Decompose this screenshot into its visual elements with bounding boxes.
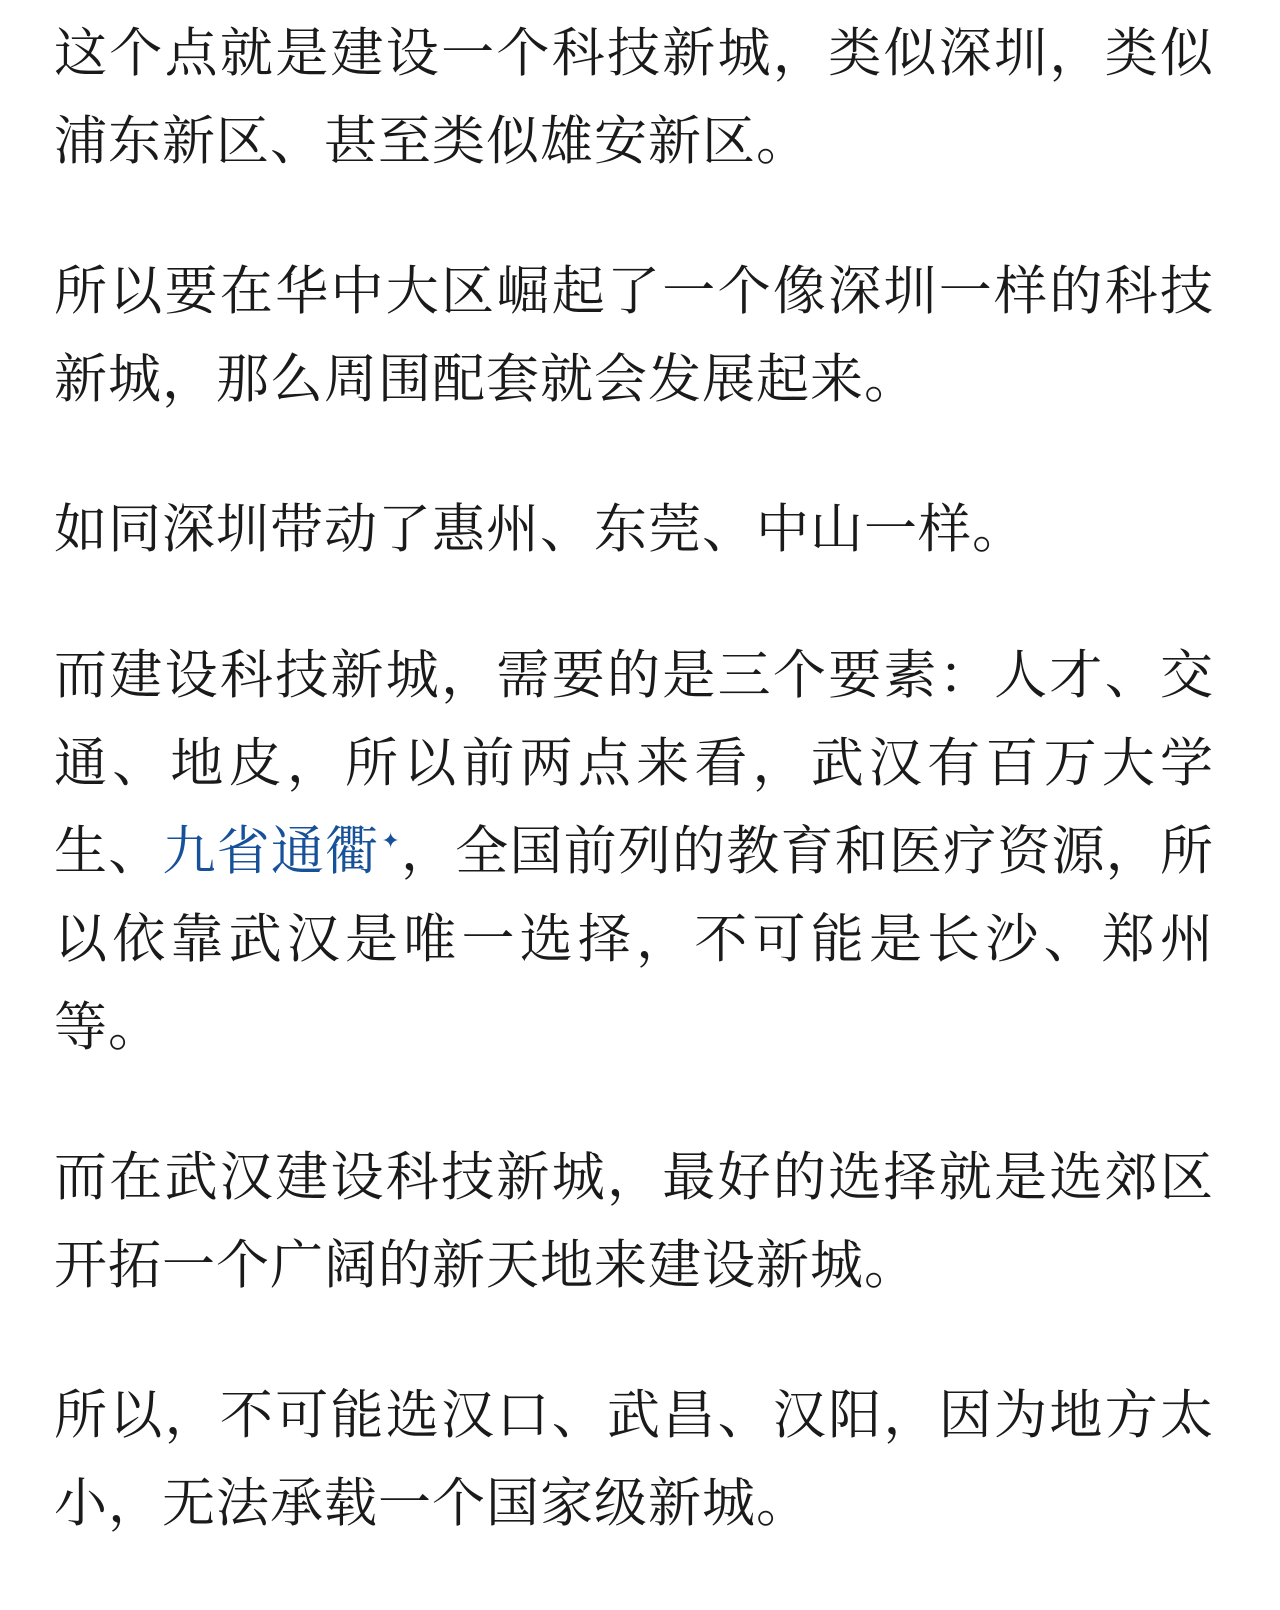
paragraph-4-text-end: ，全国前列的教育和医疗资源，所以依靠武汉是唯一选择，不可能是长沙、郑州等。: [54, 821, 1215, 1058]
paragraph-4: [54, 632, 1214, 1072]
paragraph-2: 所以要在华中大区崛起了一个像深圳一样的科技新城，那么周围配套就会发展起来。: [54, 261, 1214, 410]
sparkle-icon: ✦: [381, 829, 401, 854]
keyword-link[interactable]: [162, 821, 400, 882]
keyword-link-label: 九省通衢: [162, 821, 380, 882]
article-body: [54, 10, 1214, 1610]
paragraph-3: 如同深圳带动了惠州、东莞、中山一样。: [54, 499, 1026, 560]
paragraph-1: 这个点就是建设一个科技新城，类似深圳，类似浦东新区、甚至类似雄安新区。: [54, 23, 1214, 172]
paragraph-4-text-start: 而建设科技新城，需要的是三个要素：人才、交通、地皮，所以前两点来看，武汉有百万大学生、: [54, 645, 1214, 882]
paragraph-5: 而在武汉建设科技新城，最好的选择就是选郊区开拓一个广阔的新天地来建设新城。: [54, 1147, 1214, 1296]
paragraph-6: 所以，不可能选汉口、武昌、汉阳，因为地方太小，无法承载一个国家级新城。: [54, 1385, 1214, 1534]
